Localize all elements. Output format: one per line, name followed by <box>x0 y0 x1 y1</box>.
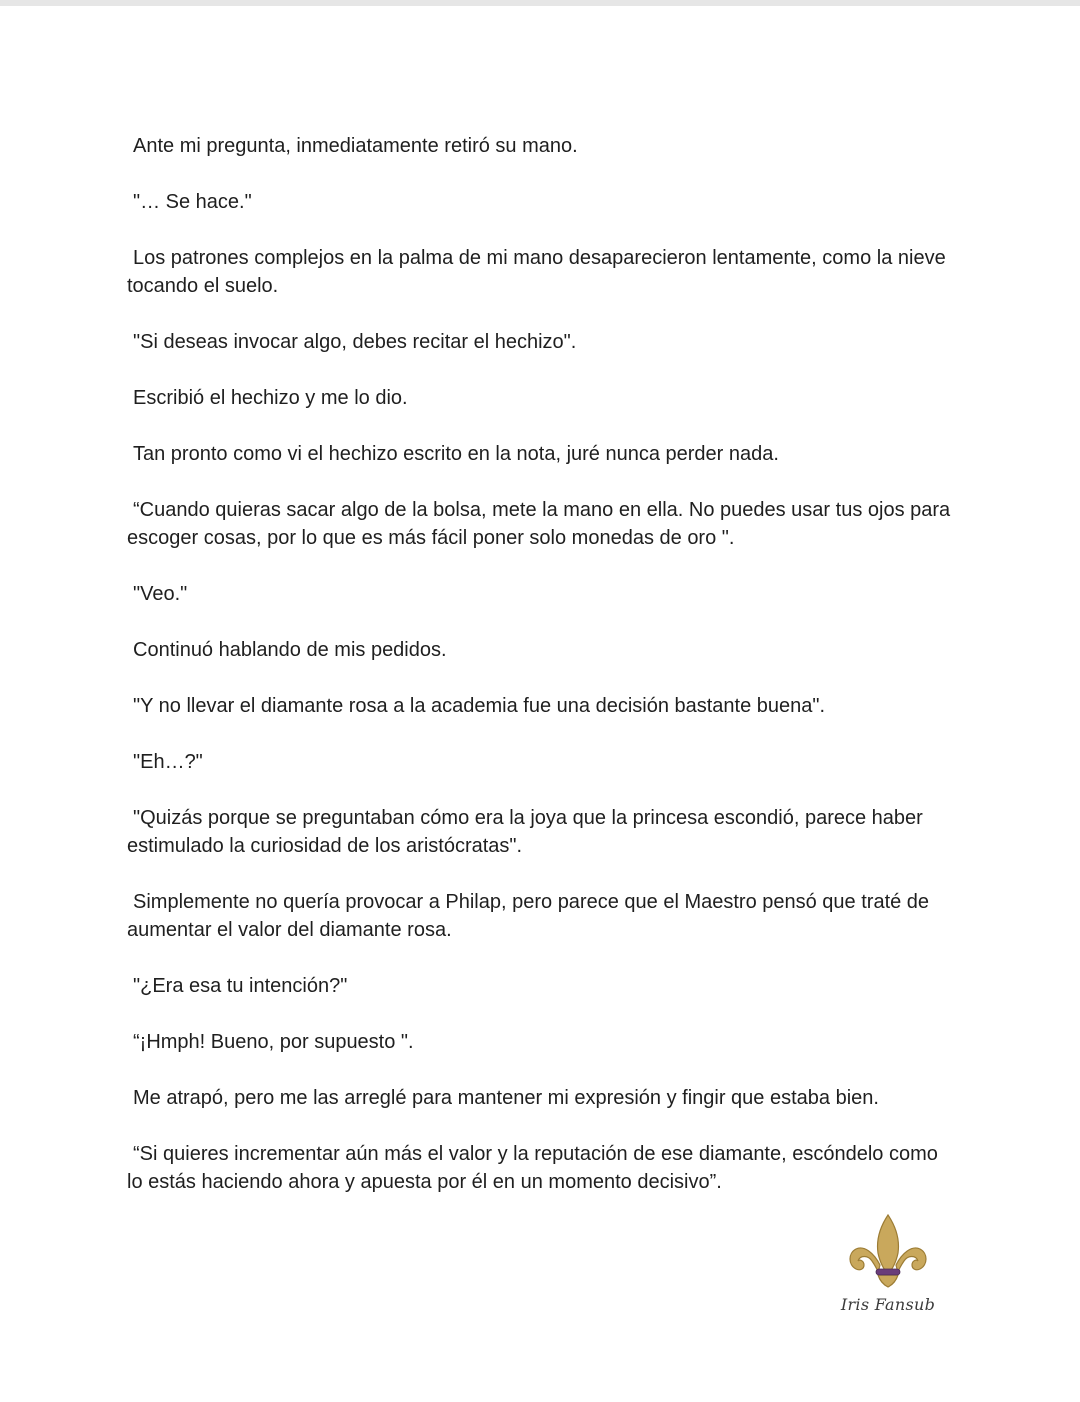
paragraph: "Quizás porque se preguntaban cómo era la joya que la princesa escondió, parece haber estimulado la curiosidad de los aristócratas". <box>127 807 923 857</box>
paragraph: Continuó hablando de mis pedidos. <box>133 639 447 661</box>
paragraph: “¡Hmph! Bueno, por supuesto ". <box>133 1031 414 1053</box>
paragraph: "Si deseas invocar algo, debes recitar el hechizo". <box>133 331 577 353</box>
paragraph: Escribió el hechizo y me lo dio. <box>133 387 408 409</box>
logo-text: Iris Fansub <box>840 1295 936 1314</box>
paragraph: "Eh…?" <box>133 751 203 773</box>
paragraph: Tan pronto como vi el hechizo escrito en la nota, juré nunca perder nada. <box>133 443 779 465</box>
paragraph: “Si quieres incrementar aún más el valor y la reputación de ese diamante, escóndelo como lo estás haciendo ahora y apuesta por él en un momento decisivo”. <box>127 1143 938 1193</box>
paragraph: “Cuando quieras sacar algo de la bolsa, mete la mano en ella. No puedes usar tus ojos para escoger cosas, por lo que es más fácil poner solo monedas de oro ". <box>127 499 951 549</box>
document-body <box>127 132 957 1224</box>
paragraph: Simplemente no quería provocar a Philap, pero parece que el Maestro pensó que traté de aumentar el valor del diamante rosa. <box>127 891 930 941</box>
paragraph: Los patrones complejos en la palma de mi mano desaparecieron lentamente, como la nieve tocando el suelo. <box>127 247 946 297</box>
paragraph: "Y no llevar el diamante rosa a la academia fue una decisión bastante buena". <box>133 695 826 717</box>
top-divider <box>0 0 1080 6</box>
paragraph: Ante mi pregunta, inmediatamente retiró su mano. <box>133 135 578 157</box>
paragraph: Me atrapó, pero me las arreglé para mantener mi expresión y fingir que estaba bien. <box>133 1087 879 1109</box>
fleur-de-lis-icon <box>844 1213 932 1289</box>
paragraph: "Veo." <box>133 583 188 605</box>
paragraph: "… Se hace." <box>133 191 252 213</box>
paragraph: "¿Era esa tu intención?" <box>133 975 348 997</box>
iris-fansub-logo <box>838 1213 938 1323</box>
